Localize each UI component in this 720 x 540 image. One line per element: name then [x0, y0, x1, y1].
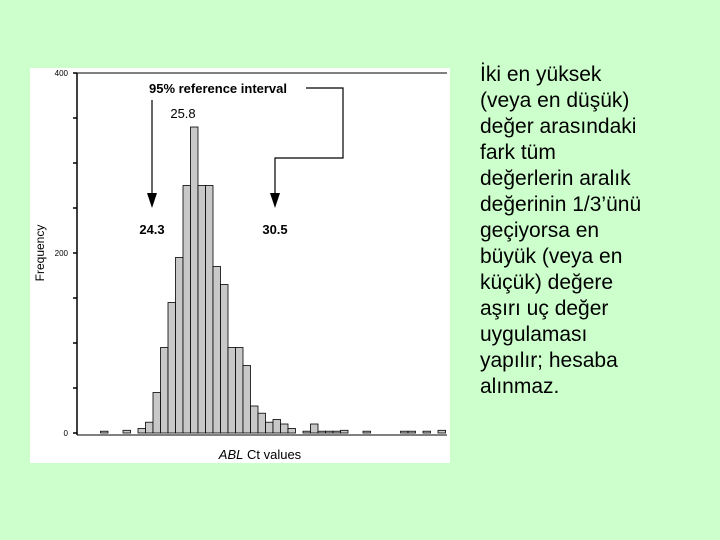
histogram-bar	[161, 348, 169, 434]
caption-line: uygulaması	[480, 323, 588, 346]
caption-line: geçiyorsa en	[480, 219, 600, 242]
caption-line: değer arasındaki	[480, 115, 637, 138]
histogram-bar	[176, 258, 184, 434]
histogram-bar	[168, 303, 176, 434]
histogram-bar	[206, 186, 214, 434]
upper-limit-label: 30.5	[262, 222, 288, 237]
peak-value-label: 25.8	[170, 106, 196, 121]
reference-interval-bracket	[130, 76, 343, 237]
histogram-bar	[221, 285, 229, 434]
histogram-bar	[363, 431, 371, 433]
caption-line: değerinin 1/3’ünü	[480, 193, 642, 216]
histogram-chart	[30, 68, 450, 463]
histogram-bar	[146, 422, 154, 433]
y-axis-label: Frequency	[33, 224, 47, 282]
x-axis-label-rest: Ct values	[243, 447, 302, 462]
upper-arrowhead	[270, 193, 280, 208]
histogram-bar	[408, 431, 416, 433]
histogram-bar	[228, 348, 236, 434]
histogram-bar	[191, 127, 199, 433]
caption-line: fark tüm	[480, 141, 556, 164]
histogram-bar	[213, 267, 221, 434]
caption-line: alınmaz.	[480, 375, 560, 398]
histogram-bar	[401, 431, 409, 433]
y-tick-label: 200	[54, 249, 68, 258]
y-ticks	[55, 69, 77, 438]
histogram-bar	[183, 186, 191, 434]
histogram-bar	[438, 430, 446, 433]
caption-line: büyük (veya en	[480, 245, 623, 268]
histogram-bar	[288, 429, 296, 434]
chart-axes	[77, 73, 447, 435]
histogram-bar	[341, 430, 349, 433]
histogram-bar	[281, 424, 289, 433]
histogram-bar	[251, 406, 259, 433]
histogram-bar	[303, 431, 311, 433]
caption-line: İki en yüksek	[480, 63, 602, 86]
histogram-bar	[423, 431, 431, 433]
caption-line: küçük) değere	[480, 271, 614, 294]
histogram-bar	[333, 431, 341, 433]
y-tick-label: 400	[54, 69, 68, 78]
lower-limit-label: 24.3	[139, 222, 165, 237]
histogram-bar	[236, 348, 244, 434]
x-axis-label-gene: ABL	[218, 447, 244, 462]
caption-line: yapılır; hesaba	[480, 349, 618, 372]
histogram-bar	[318, 431, 326, 433]
x-axis-label	[218, 447, 302, 462]
histogram-bar	[153, 393, 161, 434]
histogram-bar	[101, 431, 109, 433]
histogram-bar	[123, 430, 131, 433]
interval-label: 95% reference interval	[148, 81, 288, 96]
y-tick-label: 0	[63, 429, 68, 438]
slide-caption	[480, 62, 700, 400]
histogram-bar	[258, 413, 266, 433]
histogram-bar	[243, 366, 251, 434]
histogram-bar	[138, 429, 146, 434]
caption-line: (veya en düşük)	[480, 89, 630, 112]
histogram-bar	[326, 431, 334, 433]
histogram-bar	[311, 424, 319, 433]
histogram-bar	[266, 422, 274, 433]
lower-arrowhead	[147, 193, 157, 208]
histogram-bar	[273, 420, 281, 434]
chart-panel	[30, 68, 450, 463]
caption-line: aşırı uç değer	[480, 297, 609, 320]
histogram-bar	[198, 186, 206, 434]
caption-line: değerlerin aralık	[480, 167, 631, 190]
interval-bracket-line	[152, 88, 343, 193]
